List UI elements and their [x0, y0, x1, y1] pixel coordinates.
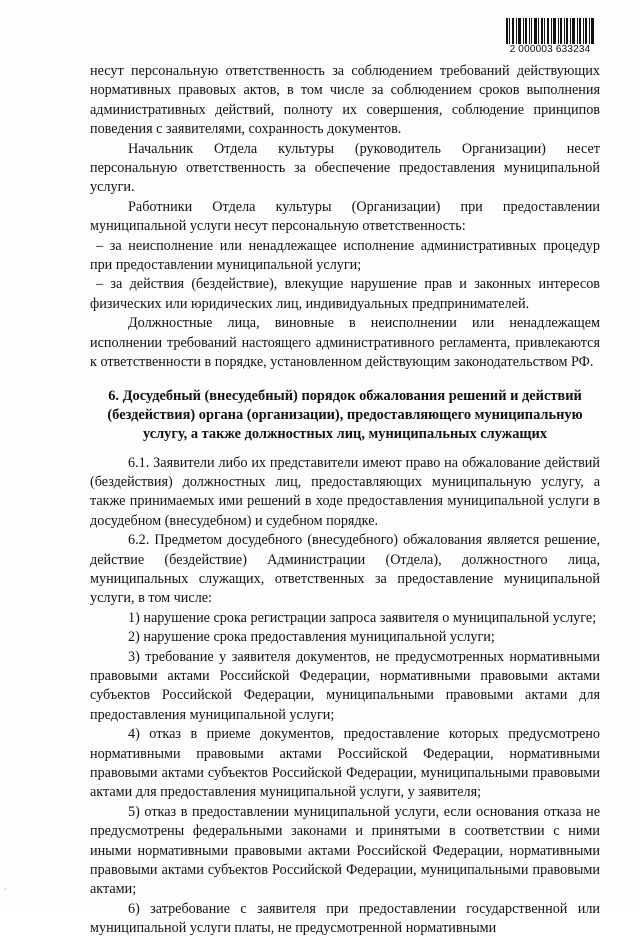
barcode-number: 2 000003 633234 — [509, 44, 591, 55]
scan-mark: · — [4, 885, 7, 894]
list-item: 3) требование у заявителя документов, не предусмотренных нормативными правовыми актами Российской Федерации, нормативными правовыми актами субъектов Российской Федерации, муниципальными правовыми актами для предоставления муниципальной услуги; — [90, 648, 600, 723]
paragraph: Должностные лица, виновные в неисполнении или ненадлежащем исполнении требований настоящего административного регламента, привлекаются к ответственности в порядке, установленном действующим законодательством РФ. — [90, 315, 600, 371]
list-item: 2) нарушение срока предоставления муниципальной услуги; — [128, 629, 495, 646]
list-item: 4) отказ в приеме документов, предоставление которых предусмотрено нормативными правовыми актами Российской Федерации, нормативными правовыми актами субъектов Российской Федерации, муниципальными правовыми актами для предоставления муниципальной услуги, у заявителя; — [90, 726, 600, 801]
list-item: – за неисполнение или ненадлежащее исполнение административных процедур при предоставлении муниципальной услуги; — [90, 237, 600, 274]
paragraph: 6.2. Предметом досудебного (внесудебного) обжалования является решение, действие (бездействие) Администрации (Отдела), должностного лица, муниципальных служащих, ответственных за предоставление муниципальной услуги, в том числе: — [90, 532, 600, 607]
list-item: 6) затребование с заявителя при предоставлении государственной или муниципальной услуги платы, не предусмотренной нормативными — [90, 900, 600, 937]
paragraph: Начальник Отдела культуры (руководитель Организации) несет персональную ответственность за обеспечение предоставления муниципальной услуги. — [90, 140, 600, 196]
document-body — [90, 62, 600, 939]
paragraph: Работники Отдела культуры (Организации) при предоставлении муниципальной услуги несут персональную ответственность: — [90, 198, 600, 235]
list-item: 5) отказ в предоставлении муниципальной услуги, если основания отказа не предусмотрены федеральными законами и принятыми в соответствии с ними иными нормативными правовыми актами Российской Федерации, нормативными правовыми актами субъектов Российской Федерации, муниципальными правовыми актами; — [90, 803, 600, 898]
paragraph: 6.1. Заявители либо их представители имеют право на обжалование действий (бездействия) должностных лиц, предоставляющих муниципальную услугу, а также принимаемых ими решений в ходе предоставления муниципальной услуги в досудебном (внесудебном) и судебном порядке. — [90, 454, 600, 529]
barcode-icon — [506, 18, 594, 44]
list-item: – за действия (бездействие), влекущие нарушение прав и законных интересов физических или юридических лиц, индивидуальных предпринимателей. — [90, 276, 600, 312]
paragraph: несут персональную ответственность за соблюдением требований действующих нормативных правовых актов, в том числе за соблюдением сроков выполнения административных действий, полноту их совершения, соблюдение принципов поведения с заявителями, сохранность документов. — [90, 63, 600, 138]
list-item: 1) нарушение срока регистрации запроса заявителя о муниципальной услуге; — [128, 609, 597, 626]
section-heading: 6. Досудебный (внесудебный) порядок обжалования решений и действий (бездействия) органа (организации), предоставляющего муниципальную услугу, а также должностных лиц, муниципальных служащих — [107, 387, 583, 442]
